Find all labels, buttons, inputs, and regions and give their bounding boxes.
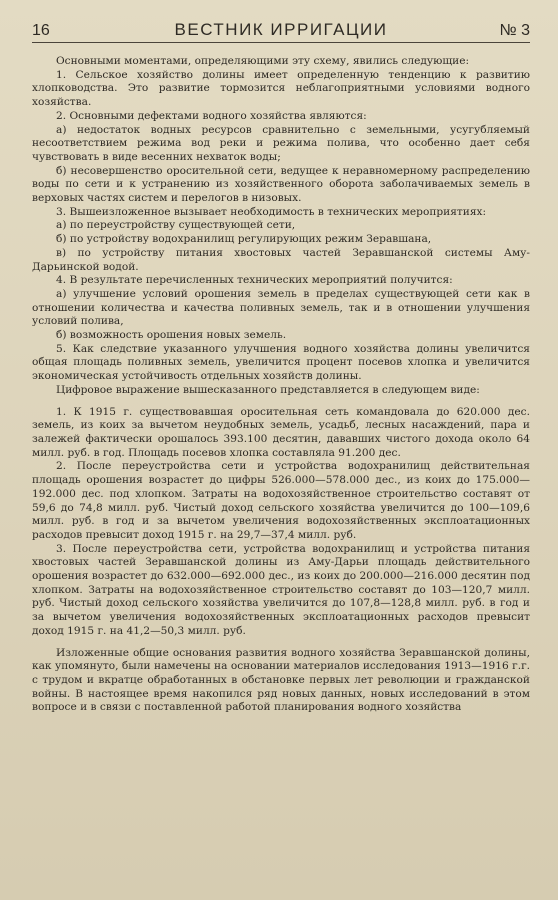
paragraph: 3. После переустройства сети, устройства водохранилищ и устройства питания хвостовых частей Зеравшанской долины из Аму-Дарьи площадь действительного орошения возрастет до 632.000—692.000 дес., из коих до 200.000—216.000 десятин под хлопком. Затраты на водохозяйственное строительство составят до 103—120,7 милл. руб. Чистый доход сельского хозяйства увеличится до 107,8—128,8 милл. руб. в год и за вычетом увеличения водохозяйственных эксплоатационных расходов превысит доход 1915 г. на 41,2—50,3 милл. руб. (32, 542, 530, 637)
paragraph: б) возможность орошения новых земель. (56, 329, 287, 342)
paragraph: 2. Основными дефектами водного хозяйства являются: (56, 109, 367, 122)
page-number: 16 (32, 22, 50, 39)
paragraph: Основными моментами, определяющими эту схему, явились следующие: (56, 55, 470, 67)
issue-number: № 3 (499, 22, 530, 39)
page-header (32, 20, 530, 43)
paragraph: 1. К 1915 г. существовавшая оросительная сеть командовала до 620.000 дес. земель, из коих за вычетом неудобных земель, усадьб, лесных насаждений, пара и залежей фактически орошалось 393.100 десятин, дававших чистого дохода около 64 милл. руб. в год. Площадь посевов хлопка составляла 91.200 дес. (32, 405, 530, 459)
paragraph: 5. Как следствие указанного улучшения водного хозяйства долины увеличится общая площадь поливных земель, увеличится процент посевов хлопка и увеличится экономическая устойчивость отдельных хозяйств долины. (32, 342, 530, 383)
article-body (32, 55, 530, 715)
journal-title: ВЕСТНИК ИРРИГАЦИИ (174, 20, 388, 39)
paragraph: 1. Сельское хозяйство долины имеет определенную тенденцию к развитию хлопководства. Это развитие тормозится неблагоприятными условиями водного хозяйства. (32, 68, 530, 109)
paragraph: 3. Вышеизложенное вызывает необходимость в технических мероприятиях: (56, 205, 487, 218)
paragraph: а) недостаток водных ресурсов сравнительно с земельными, усугубляемый несоответствием режима вод реки и режима полива, что особенно дает себя чувствовать в виде весенних нехваток воды; (32, 123, 530, 163)
paragraph: Изложенные общие основания развития водного хозяйства Зеравшанской долины, как упомянуто, были намечены на основании материалов исследования 1913—1916 г.г. с трудом и вкратце обработанных в обстановке первых лет революции и гражданской войны. В настоящее время накопился ряд новых данных, новых исследований в этом вопросе и в связи с поставленной работой планирования водного хозяйства (32, 646, 530, 714)
paragraph: а) улучшение условий орошения земель в пределах существующей сети как в отношении количества и качества поливных земель, так и в отношении улучшения условий полива, (32, 287, 530, 328)
paragraph: б) несовершенство оросительной сети, ведущее к неравномерному распределению воды по сети и к устранению из хозяйственного оборота заболачиваемых земель в верховых частях систем и перелогов в низовых. (32, 164, 530, 205)
paragraph: Цифровое выражение вышесказанного представляется в следующем виде: (56, 383, 480, 396)
paragraph: в) по устройству питания хвостовых частей Зеравшанской системы Аму-Дарьинской водой. (32, 246, 530, 273)
paragraph: 2. После переустройства сети и устройства водохранилищ действительная площадь орошения возрастет до цифры 526.000—578.000 дес., из коих до 175.000—192.000 дес. под хлопком. Затраты на водохозяйственное строительство составят от 59,6 до 74,8 милл. руб. Чистый доход сельского хозяйства увеличится до 100—109,6 милл. руб. в год и за вычетом увеличения водохозяйственных эксплоатационных расходов превысит доход 1915 г. на 29,7—37,4 милл. руб. (32, 460, 530, 541)
paragraph: а) по переустройству существующей сети, (56, 219, 296, 232)
paragraph: б) по устройству водохранилищ регулирующих режим Зеравшана, (56, 233, 432, 246)
paragraph: 4. В результате перечисленных технических мероприятий получится: (56, 274, 453, 287)
